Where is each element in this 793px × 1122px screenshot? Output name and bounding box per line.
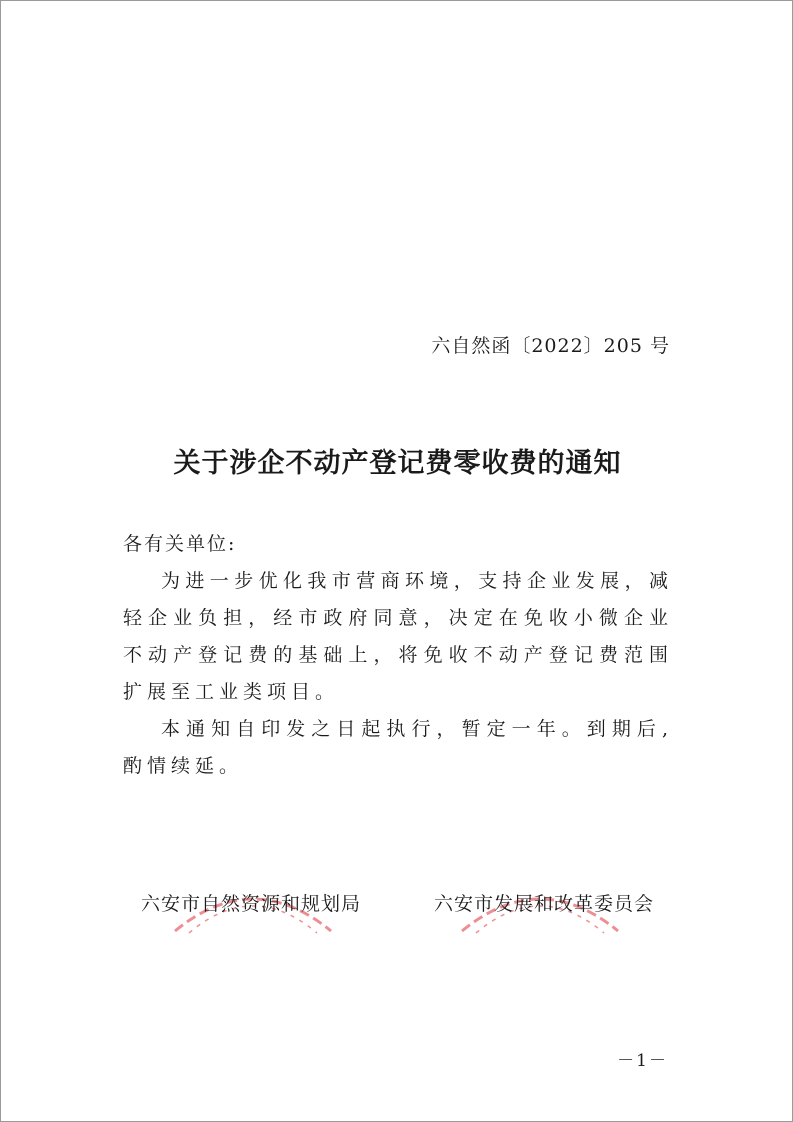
signature-natural-resources-bureau: 六安市自然资源和规划局 — [141, 893, 362, 915]
salutation: 各有关单位: — [123, 533, 237, 555]
document-title: 关于涉企不动产登记费零收费的通知 — [173, 448, 622, 479]
body-paragraph: 为进一步优化我市营商环境，支持企业发展，减轻企业负担，经市政府同意，决定在免收小微企业不动产登记费的基础上，将免收不动产登记费范围扩展至工业类项目。 — [123, 570, 673, 703]
signature-development-reform-commission: 六安市发展和改革委员会 — [434, 893, 655, 915]
page-number: －1－ — [617, 1051, 668, 1071]
body-paragraph: 本通知自印发之日起执行，暂定一年。到期后,酌情续延。 — [123, 718, 673, 777]
document-number: 六自然函〔2022〕205 号 — [431, 335, 670, 357]
document-body — [123, 563, 673, 785]
